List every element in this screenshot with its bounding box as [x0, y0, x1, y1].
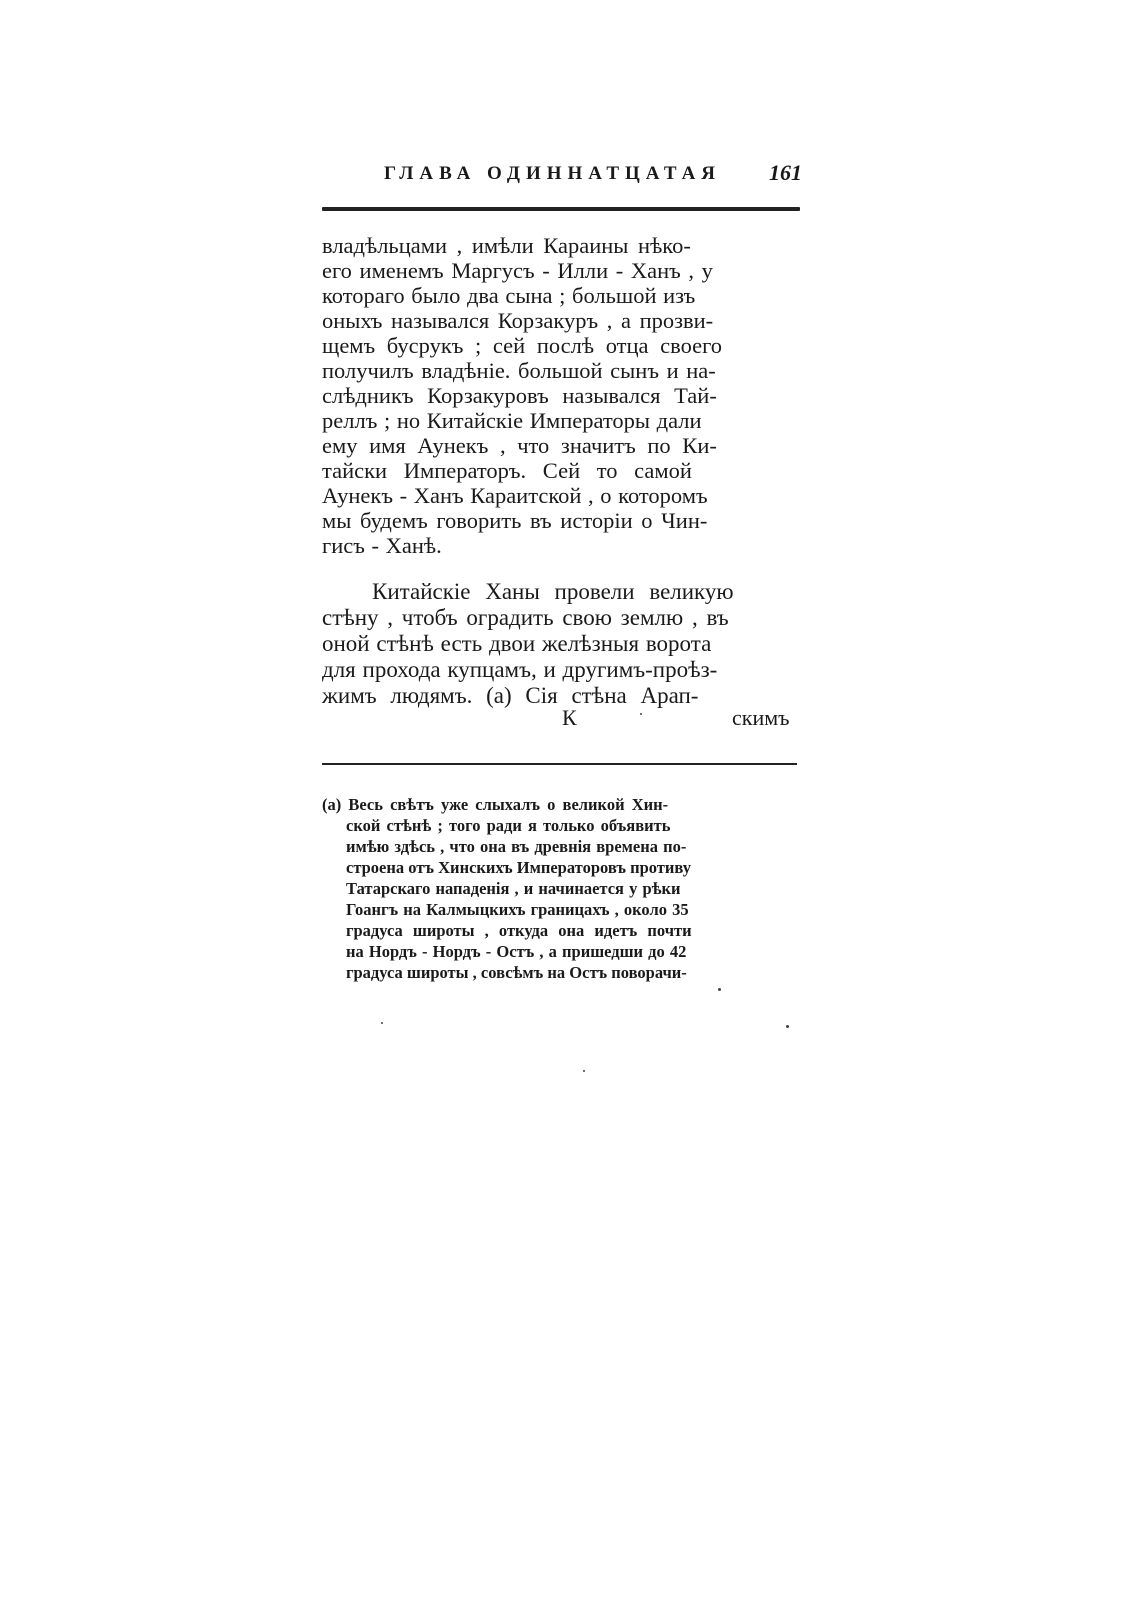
text-line: щемъ бусрукъ ; сей послѣ отца своего — [322, 333, 723, 358]
text-line: оной стѣнѣ есть двои желѣзныя ворота — [322, 631, 712, 656]
text-line: ему имя Аунекъ , что значитъ по Ки- — [322, 433, 717, 458]
text-line: тайски Императоръ. Сей то самой — [322, 458, 692, 483]
catchword: скимъ — [732, 705, 790, 730]
text-line: Аунекъ - Ханъ Караитской , о которомъ — [322, 483, 708, 508]
scan-speck — [640, 713, 642, 715]
footnote-line: ской стѣнѣ ; того ради я только объявить — [346, 816, 671, 835]
text-line: котораго было два сына ; большой изъ — [322, 283, 696, 308]
text-line: жимъ людямъ. (а) Сія стѣна Арап- — [322, 683, 699, 708]
page-number: 161 — [769, 160, 802, 185]
footnote-line: (а) Весь свѣтъ уже слыхалъ о великой Хин- — [322, 795, 669, 814]
text-line: Китайскіе Ханы провели великую — [372, 579, 734, 604]
text-line: мы будемъ говорить въ исторіи о Чин- — [322, 508, 708, 533]
footnote-line: Гоангъ на Калмыцкихъ границахъ , около 35 — [346, 900, 689, 919]
scan-speck — [786, 1025, 789, 1028]
text-line: оныхъ назывался Корзакуръ , а прозви- — [322, 308, 714, 333]
text-line: для прохода купцамъ, и другимъ-проѣз- — [322, 657, 718, 682]
scan-speck — [381, 1022, 383, 1024]
footnote-line: на Нордъ - Нордъ - Остъ , а пришедши до 42 — [346, 942, 687, 961]
footnote-rule — [322, 763, 797, 765]
footnote-line: Татарскаго нападенія , и начинается у рѣки — [346, 879, 681, 898]
text-line: владѣльцами , имѣли Караины нѣко- — [322, 233, 691, 258]
chapter-title: ГЛАВА ОДИННАТЦАТАЯ — [384, 163, 722, 184]
text-line: его именемъ Маргусъ - Илли - Ханъ , у — [322, 258, 713, 283]
text-line: слѣдникъ Корзакуровъ назывался Тай- — [322, 383, 717, 408]
footnote-line: строена отъ Хинскихъ Императоровъ противу — [346, 858, 692, 877]
text-line: стѣну , чтобъ оградить свою землю , въ — [322, 605, 729, 630]
scan-speck — [583, 1070, 585, 1072]
signature-mark: К — [562, 705, 577, 730]
text-line: реллъ ; но Китайскіе Императоры дали — [322, 408, 702, 433]
text-line: гисъ - Ханѣ. — [322, 533, 442, 558]
footnote-line: имѣю здѣсь , что она въ древнія времена по- — [346, 837, 687, 856]
text-line: получилъ владѣніе. большой сынъ и на- — [322, 358, 716, 383]
running-head — [322, 160, 802, 193]
footnote-line: градуса широты , откуда она идетъ почти — [346, 921, 692, 940]
footnote-line: градуса широты , совсѣмъ на Остъ поворачи- — [346, 963, 687, 982]
header-rule — [322, 207, 800, 211]
scan-speck — [718, 988, 721, 991]
